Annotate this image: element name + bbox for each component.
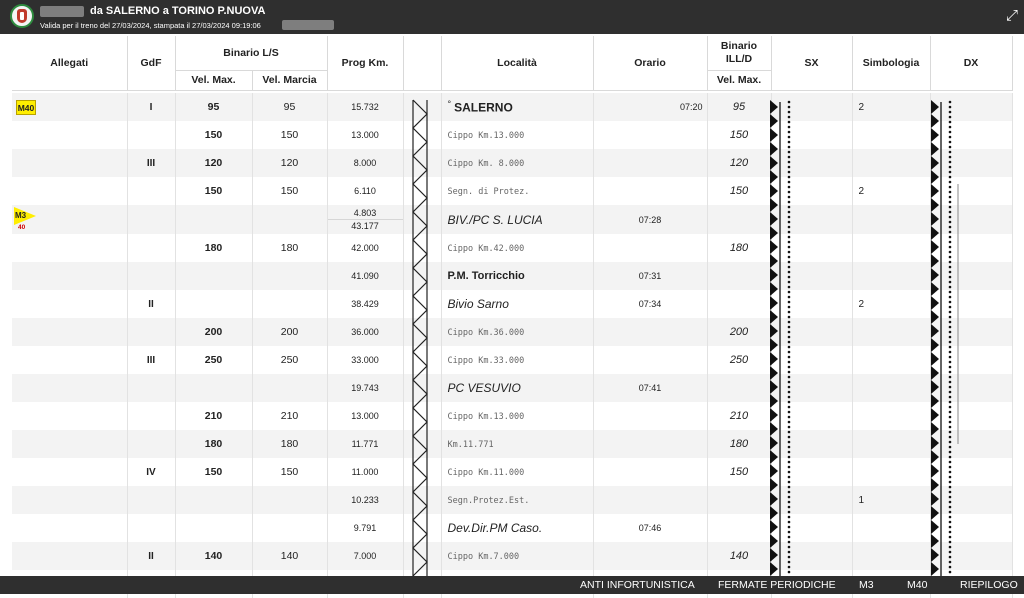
cell-allegati [12, 262, 127, 290]
cell-allegati [12, 458, 127, 486]
localita-name: Cippo Km. 8.000 [447, 159, 525, 169]
cell-simbologia [852, 458, 930, 486]
cell-simbologia [852, 402, 930, 430]
cell-sx [771, 514, 852, 542]
cell-ill-vel-max [707, 205, 771, 234]
cell-sx [771, 430, 852, 458]
cell-gdf: I [127, 93, 175, 121]
cell-sx [771, 346, 852, 374]
cell-gdf [127, 121, 175, 149]
table-row [12, 93, 1012, 121]
prog-km-value-2: 43.177 [351, 220, 379, 231]
cell-track [403, 205, 441, 234]
col-dx: DX [930, 36, 1012, 90]
cell-simbologia: 1 [852, 486, 930, 514]
cell-vel-marcia [252, 374, 327, 402]
cell-dx [930, 374, 1012, 402]
cell-allegati [12, 346, 127, 374]
cell-prog-km: 41.090 [327, 262, 403, 290]
cell-allegati [12, 486, 127, 514]
cell-prog-km: 11.000 [327, 458, 403, 486]
table-row [12, 177, 1012, 205]
cell-vel-max [175, 374, 252, 402]
cell-track [403, 234, 441, 262]
localita-name: Cippo Km.13.000 [447, 131, 525, 141]
table-row [12, 402, 1012, 430]
cell-prog-km: 33.000 [327, 346, 403, 374]
cell-allegati [12, 205, 127, 234]
footer-m3[interactable]: M3 [859, 579, 874, 591]
cell-track [403, 121, 441, 149]
cell-allegati [12, 290, 127, 318]
cell-dx [930, 121, 1012, 149]
cell-ill-vel-max: 210 [707, 402, 771, 430]
cell-track [403, 374, 441, 402]
cell-gdf: IV [127, 458, 175, 486]
cell-prog-km: 11.771 [327, 430, 403, 458]
localita-name: Cippo Km.36.000 [447, 328, 525, 338]
cell-localita [441, 346, 593, 374]
cell-orario: 07:41 [593, 374, 707, 402]
cell-vel-max [175, 290, 252, 318]
cell-ill-vel-max [707, 486, 771, 514]
col-gdf: GdF [127, 36, 175, 90]
cell-vel-max: 150 [175, 458, 252, 486]
cell-vel-max [175, 262, 252, 290]
cell-dx [930, 514, 1012, 542]
cell-orario [593, 402, 707, 430]
cell-vel-max [175, 205, 252, 234]
cell-allegati [12, 318, 127, 346]
cell-localita [441, 430, 593, 458]
cell-dx [930, 458, 1012, 486]
cell-allegati [12, 542, 127, 570]
col-ill-vel-max: Vel. Max. [707, 70, 771, 90]
cell-ill-vel-max: 120 [707, 149, 771, 177]
cell-vel-max: 180 [175, 430, 252, 458]
table-row [12, 542, 1012, 570]
cell-localita [441, 121, 593, 149]
cell-gdf [127, 234, 175, 262]
footer-m40[interactable]: M40 [907, 579, 928, 591]
footer-fermate-periodiche[interactable]: FERMATE PERIODICHE [718, 579, 836, 591]
cell-dx [930, 205, 1012, 234]
cell-gdf [127, 177, 175, 205]
cell-gdf: II [127, 290, 175, 318]
cell-ill-vel-max [707, 514, 771, 542]
cell-track [403, 93, 441, 121]
cell-sx [771, 234, 852, 262]
cell-ill-vel-max: 200 [707, 318, 771, 346]
cell-track [403, 290, 441, 318]
footer-riepilogo[interactable]: RIEPILOGO [960, 579, 1018, 591]
footer-antinfortunistica[interactable]: ANTI INFORTUNISTICA [580, 579, 695, 591]
cell-track [403, 430, 441, 458]
cell-orario: 07:28 [593, 205, 707, 234]
table-row [12, 318, 1012, 346]
cell-vel-max [175, 486, 252, 514]
cell-sx [771, 542, 852, 570]
table-row [12, 149, 1012, 177]
cell-localita [441, 374, 593, 402]
cell-track [403, 486, 441, 514]
cell-prog-km: 9.791 [327, 514, 403, 542]
col-localita: Località [441, 36, 593, 90]
localita-name: Cippo Km.42.000 [447, 244, 525, 254]
localita-name: BIV./PC S. LUCIA [447, 212, 543, 227]
cell-orario [593, 458, 707, 486]
footer-bar [0, 576, 1024, 594]
cell-ill-vel-max: 180 [707, 430, 771, 458]
cell-localita [441, 234, 593, 262]
cell-sx [771, 205, 852, 234]
cell-vel-marcia: 150 [252, 458, 327, 486]
cell-vel-marcia: 200 [252, 318, 327, 346]
cell-track [403, 318, 441, 346]
cell-track [403, 346, 441, 374]
cell-localita [441, 262, 593, 290]
cell-sx [771, 402, 852, 430]
cell-orario [593, 430, 707, 458]
cell-track [403, 149, 441, 177]
redacted-info [282, 20, 334, 30]
cell-prog-km: 38.429 [327, 290, 403, 318]
cell-gdf [127, 374, 175, 402]
cell-ill-vel-max: 140 [707, 542, 771, 570]
localita-name: Cippo Km.13.000 [447, 412, 525, 422]
col-vel-max: Vel. Max. [175, 70, 252, 90]
cell-localita [441, 486, 593, 514]
cell-vel-max: 150 [175, 121, 252, 149]
cell-simbologia: 2 [852, 290, 930, 318]
allegato-label: M3 [15, 211, 27, 220]
cell-localita [441, 514, 593, 542]
cell-vel-marcia [252, 290, 327, 318]
cell-localita [441, 402, 593, 430]
localita-name: Cippo Km.11.000 [447, 468, 525, 478]
cell-track [403, 542, 441, 570]
cell-ill-vel-max: 150 [707, 177, 771, 205]
cell-vel-max: 120 [175, 149, 252, 177]
cell-sx [771, 177, 852, 205]
station-marker-icon: ° [447, 99, 452, 110]
localita-name: SALERNO [454, 100, 513, 115]
localita-name: P.M. Torricchio [447, 270, 525, 282]
cell-vel-marcia: 210 [252, 402, 327, 430]
cell-localita [441, 542, 593, 570]
table-row [12, 262, 1012, 290]
col-allegati: Allegati [12, 36, 127, 90]
redacted-train-number [40, 6, 84, 17]
header-bar [0, 0, 1024, 34]
cell-dx [930, 346, 1012, 374]
cell-orario [593, 121, 707, 149]
trenitalia-logo-icon [10, 4, 34, 28]
cell-simbologia: 2 [852, 177, 930, 205]
cell-vel-max: 180 [175, 234, 252, 262]
localita-name: Dev.Dir.PM Caso. [447, 521, 543, 535]
cell-track [403, 177, 441, 205]
timetable [12, 36, 1012, 576]
cell-prog-km: 10.233 [327, 486, 403, 514]
cell-vel-max: 140 [175, 542, 252, 570]
cell-sx [771, 93, 852, 121]
cell-vel-marcia: 120 [252, 149, 327, 177]
cell-vel-max: 250 [175, 346, 252, 374]
cell-localita [441, 205, 593, 234]
cell-dx [930, 430, 1012, 458]
cell-gdf [127, 430, 175, 458]
cell-vel-max: 95 [175, 93, 252, 121]
cell-simbologia [852, 318, 930, 346]
cell-ill-vel-max: 250 [707, 346, 771, 374]
col-simbologia: Simbologia [852, 36, 930, 90]
cell-allegati [12, 430, 127, 458]
cell-dx [930, 177, 1012, 205]
cell-ill-vel-max [707, 262, 771, 290]
cell-localita [441, 93, 593, 121]
cell-ill-vel-max: 95 [707, 93, 771, 121]
cell-orario [593, 318, 707, 346]
cell-prog-km: 13.000 [327, 402, 403, 430]
cell-vel-marcia [252, 514, 327, 542]
cell-dx [930, 149, 1012, 177]
cell-localita [441, 290, 593, 318]
table-row [12, 234, 1012, 262]
col-prog-km: Prog Km. [327, 36, 403, 90]
cell-allegati [12, 93, 127, 121]
cell-simbologia [852, 514, 930, 542]
cell-simbologia [852, 374, 930, 402]
cell-prog-km: 36.000 [327, 318, 403, 346]
cell-track [403, 458, 441, 486]
cell-orario: 07:46 [593, 514, 707, 542]
col-track [403, 36, 441, 90]
cell-gdf [127, 402, 175, 430]
cell-dx [930, 234, 1012, 262]
cell-allegati [12, 234, 127, 262]
cell-vel-marcia: 150 [252, 177, 327, 205]
cell-sx [771, 374, 852, 402]
cell-gdf: III [127, 346, 175, 374]
cell-orario: 07:31 [593, 262, 707, 290]
cell-simbologia [852, 542, 930, 570]
cell-ill-vel-max: 150 [707, 458, 771, 486]
cell-dx [930, 486, 1012, 514]
cell-dx [930, 262, 1012, 290]
cell-track [403, 514, 441, 542]
cell-sx [771, 149, 852, 177]
page-title: da SALERNO a TORINO P.NUOVA [90, 5, 266, 17]
table-row [12, 514, 1012, 542]
cell-sx [771, 318, 852, 346]
localita-name: Cippo Km.33.000 [447, 356, 525, 366]
localita-name: PC VESUVIO [447, 381, 521, 395]
cell-dx [930, 93, 1012, 121]
table-row [12, 374, 1012, 402]
cell-vel-marcia: 180 [252, 430, 327, 458]
cell-prog-km [327, 205, 403, 234]
cell-vel-marcia: 180 [252, 234, 327, 262]
cell-prog-km: 42.000 [327, 234, 403, 262]
cell-gdf: II [127, 542, 175, 570]
cell-simbologia: 2 [852, 93, 930, 121]
cell-localita [441, 149, 593, 177]
cell-prog-km: 7.000 [327, 542, 403, 570]
cell-sx [771, 290, 852, 318]
localita-name: Segn.Protez.Est. [447, 496, 530, 506]
cell-localita [441, 458, 593, 486]
cell-prog-km: 13.000 [327, 121, 403, 149]
allegato-m3-badge[interactable] [14, 205, 40, 231]
cell-vel-max: 150 [175, 177, 252, 205]
allegato-speed: 40 [18, 224, 26, 231]
cell-sx [771, 121, 852, 149]
cell-vel-max: 200 [175, 318, 252, 346]
cell-vel-marcia: 95 [252, 93, 327, 121]
cell-orario [593, 234, 707, 262]
cell-gdf [127, 318, 175, 346]
table-row [12, 205, 1012, 234]
cell-simbologia [852, 121, 930, 149]
cell-ill-vel-max [707, 374, 771, 402]
cell-gdf: III [127, 149, 175, 177]
cell-vel-marcia: 140 [252, 542, 327, 570]
col-orario: Orario [593, 36, 707, 90]
cell-vel-marcia: 150 [252, 121, 327, 149]
table-row [12, 121, 1012, 149]
cell-vel-max: 210 [175, 402, 252, 430]
cell-prog-km: 6.110 [327, 177, 403, 205]
cell-dx [930, 542, 1012, 570]
cell-prog-km: 15.732 [327, 93, 403, 121]
cell-gdf [127, 205, 175, 234]
prog-km-value: 4.803 [328, 207, 403, 220]
cell-localita [441, 177, 593, 205]
cell-orario: 07:20 [593, 93, 707, 121]
cell-dx [930, 318, 1012, 346]
cell-ill-vel-max: 150 [707, 121, 771, 149]
cell-sx [771, 458, 852, 486]
cell-orario [593, 486, 707, 514]
cell-simbologia [852, 234, 930, 262]
cell-vel-marcia [252, 262, 327, 290]
cell-orario [593, 542, 707, 570]
table-row [12, 430, 1012, 458]
cell-sx [771, 486, 852, 514]
cell-track [403, 402, 441, 430]
cell-vel-marcia: 250 [252, 346, 327, 374]
cell-simbologia [852, 205, 930, 234]
cell-allegati [12, 149, 127, 177]
cell-orario: 07:34 [593, 290, 707, 318]
col-binario-ill: Binario ILL/D [707, 36, 771, 70]
cell-simbologia [852, 149, 930, 177]
expand-icon[interactable]: ⤢ [1005, 7, 1018, 24]
cell-vel-marcia [252, 486, 327, 514]
table-row [12, 346, 1012, 374]
table-row [12, 290, 1012, 318]
cell-simbologia [852, 346, 930, 374]
cell-allegati [12, 514, 127, 542]
cell-simbologia [852, 430, 930, 458]
cell-gdf [127, 262, 175, 290]
cell-ill-vel-max: 180 [707, 234, 771, 262]
cell-gdf [127, 486, 175, 514]
localita-name: Cippo Km.7.000 [447, 552, 520, 562]
col-binario-ls: Binario L/S [175, 36, 327, 70]
page-subtitle: Valida per il treno del 27/03/2024, stampata il 27/03/2024 09:19:06 [40, 21, 261, 30]
cell-vel-max [175, 514, 252, 542]
cell-dx [930, 402, 1012, 430]
cell-prog-km: 8.000 [327, 149, 403, 177]
cell-prog-km: 19.743 [327, 374, 403, 402]
localita-name: Km.11.771 [447, 440, 494, 450]
cell-orario [593, 346, 707, 374]
cell-localita [441, 318, 593, 346]
cell-dx [930, 290, 1012, 318]
cell-allegati [12, 121, 127, 149]
table-row [12, 486, 1012, 514]
cell-vel-marcia [252, 205, 327, 234]
cell-allegati [12, 177, 127, 205]
cell-track [403, 262, 441, 290]
col-sx: SX [771, 36, 852, 90]
table-row [12, 458, 1012, 486]
cell-gdf [127, 514, 175, 542]
col-vel-marcia: Vel. Marcia [252, 70, 327, 90]
localita-name: Bivio Sarno [447, 297, 509, 311]
cell-simbologia [852, 262, 930, 290]
cell-sx [771, 262, 852, 290]
cell-allegati [12, 374, 127, 402]
allegato-m40-badge[interactable]: M40 [16, 100, 36, 115]
localita-name: Segn. di Protez. [447, 187, 530, 197]
cell-allegati [12, 402, 127, 430]
cell-orario [593, 177, 707, 205]
cell-orario [593, 149, 707, 177]
cell-ill-vel-max [707, 290, 771, 318]
